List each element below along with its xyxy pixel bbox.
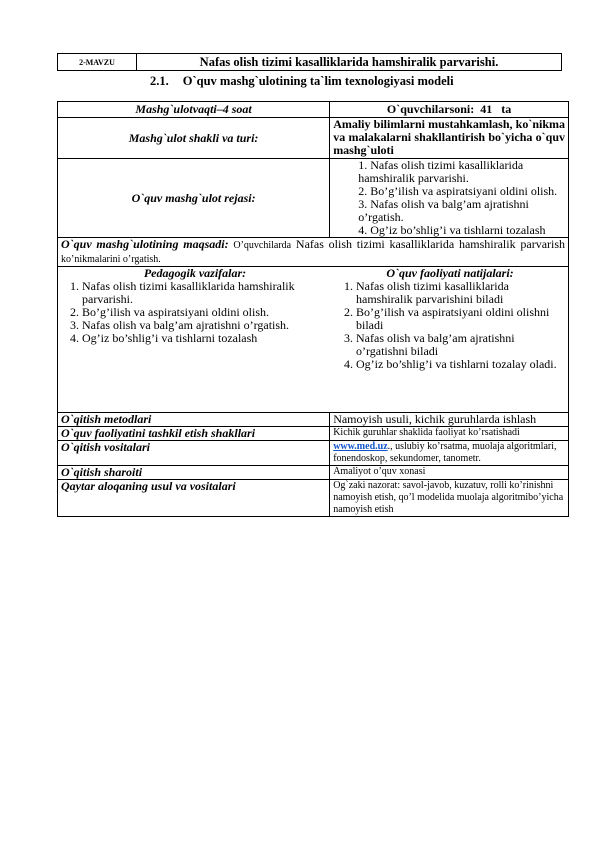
result-item: 3. Nafas olish va balg’am ajratishni o’rgatishni biladi	[356, 332, 565, 358]
section-heading	[150, 74, 454, 89]
task-item: 4. Og’iz bo’shlig’i va tishlarni tozalash	[82, 332, 329, 345]
feedback-value: Og`zaki nazorat: savol-javob, kuzatuv, rolli ko’rinishni namoyish etish, qo’l modelida muolaja algoritmibo’yicha namoyish etish	[330, 480, 569, 517]
tasks-column	[58, 267, 332, 412]
topic-title: Nafas olish tizimi kasalliklarida hamshiralik parvarishi.	[137, 54, 562, 71]
results-title: O`quv faoliyati natijalari:	[386, 266, 514, 280]
goal-part2: Nafas olish tizimi kasalliklarida hamshiralik parvarish	[295, 237, 566, 251]
tasks-results-cell	[58, 267, 569, 413]
goal-cell	[58, 238, 569, 267]
task-item: 3. Nafas olish va balg’am ajratishni o’rgatish.	[82, 319, 329, 332]
students-label: O`quvchilarsoni:	[386, 102, 475, 116]
task-item: 1. Nafas olish tizimi kasalliklarida hamshiralik parvarishi.	[82, 280, 329, 306]
forms-value: Kichik guruhlar shaklida faoliyat ko’rsatishadi	[330, 427, 569, 441]
result-item: 2. Bo’g’ilish va aspiratsiyani oldini olishni biladi	[356, 306, 565, 332]
mavzu-label: 2-MAVZU	[58, 54, 137, 71]
tools-label: O`qitish vositalari	[58, 441, 330, 466]
goal-part1: O’quvchilarda	[233, 240, 292, 251]
plan-cell	[330, 159, 569, 238]
results-list	[335, 280, 565, 371]
tools-value	[330, 441, 569, 466]
tools-rest: ., uslubiy ko’rsatma, muolaja algoritmlari, fonendoskop, sekundomer, tanometr.	[333, 441, 557, 464]
methods-row	[58, 413, 569, 427]
plan-item: 4. Og’iz bo’shlig’i va tishlarni tozalash	[358, 223, 546, 237]
goal-label: O`quv mashg`ulotining maqsadi:	[61, 237, 229, 251]
topic-header-table	[57, 53, 562, 71]
tasks-title: Pedagogik vazifalar:	[143, 266, 247, 280]
med-uz-link[interactable]: www.med.uz	[333, 441, 388, 452]
result-item: 4. Og’iz bo’shlig’i va tishlarni tozalay oladi.	[356, 358, 565, 371]
goal-row	[58, 238, 569, 267]
tools-row	[58, 441, 569, 466]
plan-item: 2. Bo’g’ilish va aspiratsiyani oldini olish.	[358, 184, 558, 198]
goal-part3: ko’nikmalarini o’rgatish.	[61, 254, 161, 265]
form-row	[58, 118, 569, 159]
tasks-list	[61, 280, 329, 345]
feedback-label: Qaytar aloqaning usul va vositalari	[58, 480, 330, 517]
time-label: Mashg`ulotvaqti–4 soat	[58, 102, 330, 118]
conditions-value: Amaliyot o’quv xonasi	[330, 466, 569, 480]
conditions-label: O`qitish sharoiti	[58, 466, 330, 480]
forms-row	[58, 427, 569, 441]
feedback-row	[58, 480, 569, 517]
results-column	[332, 267, 568, 412]
methods-label: O`qitish metodlari	[58, 413, 330, 427]
plan-label: O`quv mashg`ulot rejasi:	[58, 159, 330, 238]
students-suffix: ta	[501, 102, 512, 116]
tasks-results-row	[58, 267, 569, 413]
task-item: 2. Bo’g’ilish va aspiratsiyani oldini olish.	[82, 306, 329, 319]
section-number: 2.1.	[150, 74, 169, 88]
students-cell	[330, 102, 569, 118]
forms-label: O`quv faoliyatini tashkil etish shakllari	[58, 427, 330, 441]
plan-item: 3. Nafas olish va balg’am ajratishni o’rgatish.	[358, 197, 529, 224]
plan-row	[58, 159, 569, 238]
plan-list	[358, 159, 565, 237]
form-value: Amaliy bilimlarni mustahkamlash, ko`nikma va malakalarni shakllantirish bo`yicha o`quv mashg`uloti	[330, 118, 569, 159]
methods-value: Namoyish usuli, kichik guruhlarda ishlash	[330, 413, 569, 427]
section-title: O`quv mashg`ulotining ta`lim texnologiyasi modeli	[182, 74, 454, 88]
conditions-row	[58, 466, 569, 480]
result-item: 1. Nafas olish tizimi kasalliklarida hamshiralik parvarishini biladi	[356, 280, 565, 306]
plan-item: 1. Nafas olish tizimi kasalliklarida hamshiralik parvarishi.	[358, 158, 524, 185]
model-table	[57, 101, 569, 517]
students-count: 41	[480, 102, 493, 116]
form-label: Mashg`ulot shakli va turi:	[58, 118, 330, 159]
time-row	[58, 102, 569, 118]
